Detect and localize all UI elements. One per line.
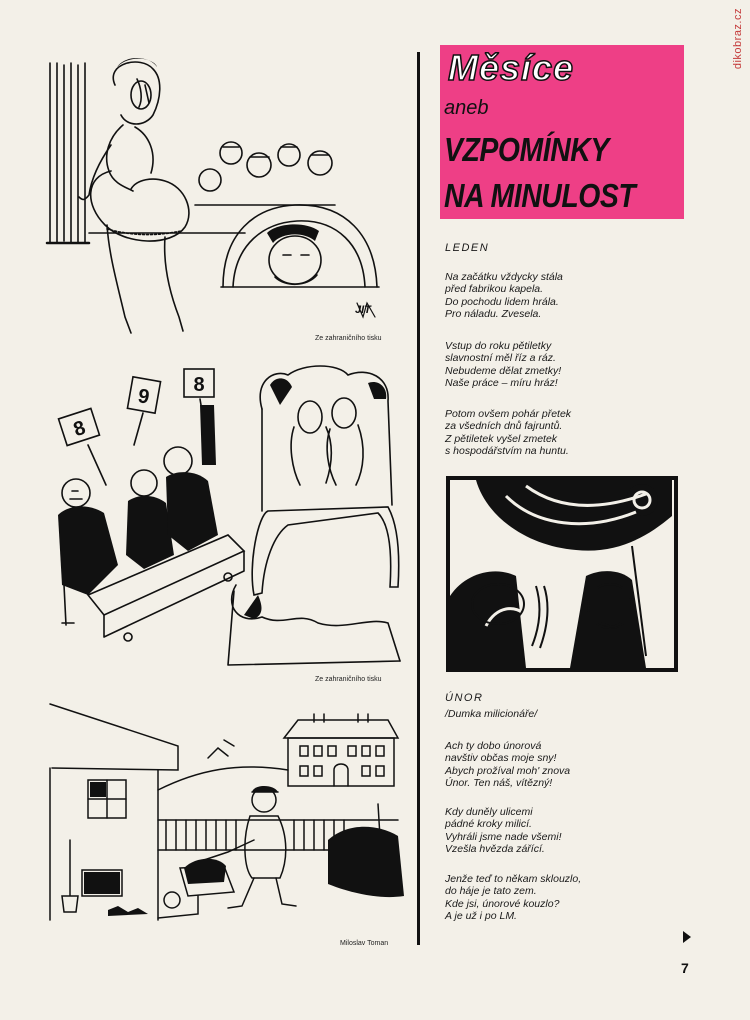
shoveler-illustration bbox=[48, 700, 413, 940]
score-card-2: 9 bbox=[136, 385, 152, 409]
score-card-3: 8 bbox=[193, 374, 205, 396]
cartoon1-caption: Ze zahraničního tisku bbox=[315, 335, 382, 342]
title-na-minulost: NA MINULOST bbox=[444, 177, 636, 214]
cartoon1-signature: JIT bbox=[355, 304, 371, 316]
leden-stanza-1: Na začátku vždycky stála před fabrikou kapela. Do pochodu lidem hrála. Pro náladu. Zvesela. bbox=[445, 271, 563, 320]
workers-illustration bbox=[446, 476, 678, 672]
burlesque-illustration bbox=[45, 55, 410, 340]
column-divider bbox=[417, 52, 420, 945]
title-aneb: aneb bbox=[444, 97, 489, 119]
unor-stanza-3: Jenže teď to někam sklouzlo, do háje je tato zem. Kde jsi, únorové kouzlo? A je už i po LM. bbox=[445, 873, 582, 922]
leden-stanza-2: Vstup do roku pětiletky slavnostní měl říz a ráz. Nebudeme dělat zmetky! Naše práce – míru hráz! bbox=[445, 340, 562, 389]
title-vzpominky: VZPOMÍNKY bbox=[444, 131, 609, 168]
title-block bbox=[440, 45, 684, 219]
heading-unor: ÚNOR bbox=[445, 692, 484, 704]
leden-stanza-3: Potom ovšem pohár přetek za všedních dnů fajruntů. Z pětiletek vyšel zmetek s hospodářstvím na huntu. bbox=[445, 408, 572, 457]
illustration-workers bbox=[446, 476, 678, 672]
unor-subtitle: /Dumka milicionáře/ bbox=[445, 708, 538, 720]
page-number: 7 bbox=[681, 960, 689, 976]
cartoon3-credit: Miloslav Toman bbox=[340, 940, 389, 947]
score-card-1: 8 bbox=[70, 416, 89, 442]
site-watermark: dikobraz.cz bbox=[732, 8, 744, 70]
cartoon2-caption: Ze zahraničního tisku bbox=[315, 676, 382, 683]
cartoon-burlesque bbox=[45, 55, 410, 340]
title-mesice: Měsíce bbox=[448, 47, 575, 88]
cartoon-judges bbox=[48, 365, 413, 675]
cartoon-snow-shoveler bbox=[48, 700, 413, 940]
heading-leden: LEDEN bbox=[445, 242, 490, 254]
unor-stanza-1: Ach ty dobo únorová navštiv občas moje sny! Abych prožíval moh' znova Únor. Ten náš, vítězný! bbox=[445, 740, 571, 789]
judges-illustration bbox=[48, 365, 413, 675]
continue-arrow-icon bbox=[683, 931, 691, 943]
unor-stanza-2: Kdy duněly ulicemi pádné kroky milicí. Vyhráli jsme nade všemi! Vzešla hvězda zářící. bbox=[445, 806, 562, 855]
